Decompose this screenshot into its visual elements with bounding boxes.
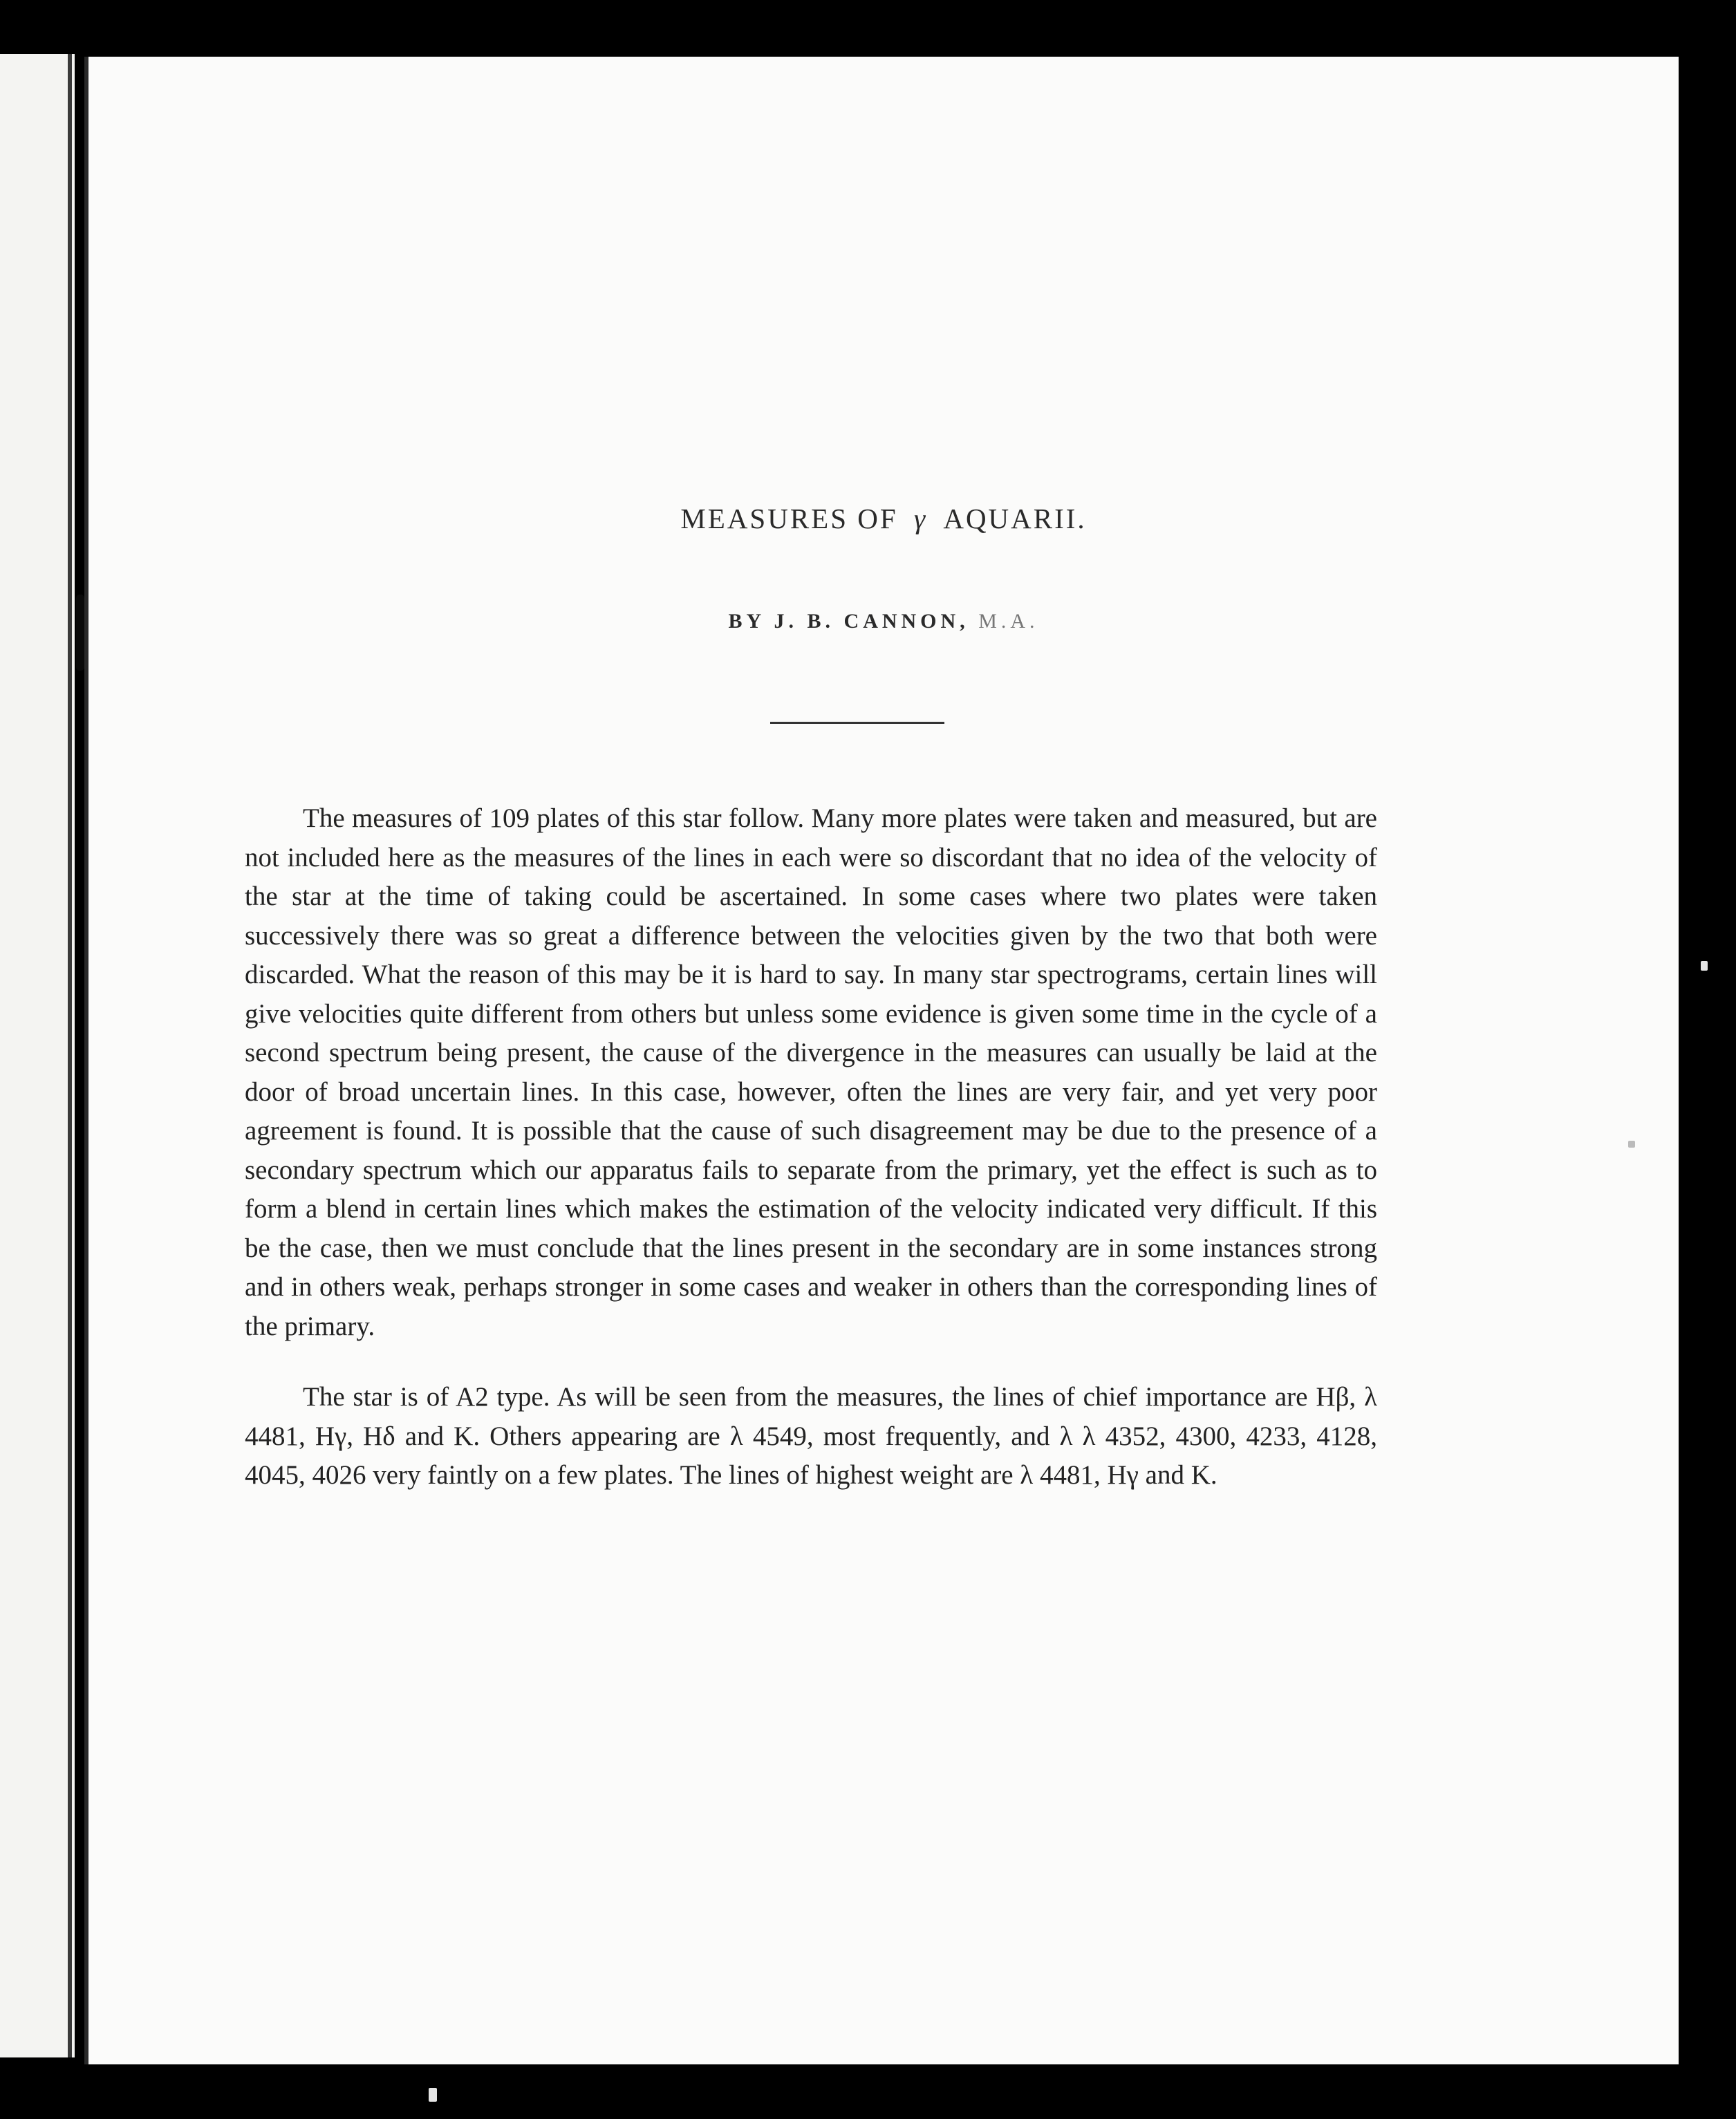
scan-speck [1701,961,1708,971]
title-post: AQUARII. [943,503,1087,534]
paragraph-1: The measures of 109 plates of this star follow. Many more plates were taken and measured, but are not included here as the measures of the lines in each were so discordant that no idea of the velocity of the star at the time of taking could be ascertained. In some cases where two plates were taken successively there was so great a difference between the velocities given by the two that both were discarded. What the reason of this may be it is hard to say. In many star spectrograms, certain lines will give velocities quite different from others but unless some evidence is given some time in the cycle of a second spectrum being present, the cause of the divergence in the measures can usually be laid at the door of broad uncertain lines. In this case, however, often the lines are very fair, and yet very poor agreement is found. It is possible that the cause of such disagreement may be due to the presence of a secondary spectrum which our apparatus fails to separate from the primary, yet the effect is such as to form a blend in certain lines which makes the estimation of the velocity indicated very difficult. If this be the case, then we must conclude that the lines present in the secondary are in some instances strong and in others weak, perhaps stronger in some cases and weaker in others than the corresponding lines of the primary. [245,803,1377,1341]
scan-speck [1628,1141,1635,1148]
author-degree: M.A. [978,610,1039,633]
body-text [245,799,1377,1495]
gutter-shadow [68,54,72,2057]
binding-mark [76,595,84,671]
title-greek-letter: γ [913,503,928,534]
title-pre: MEASURES OF [680,503,898,534]
page-title [88,502,1679,535]
scan-speck [429,2088,437,2102]
author-name: BY J. B. CANNON, [728,610,969,633]
author-byline [88,610,1679,633]
paragraph-2: The star is of A2 type. As will be seen from the measures, the lines of chief importance are Hβ, λ 4481, Hγ, Hδ and K. Others appearing are λ 4549, most frequently, and λ λ 4352, 4300, 4233, 4128, 4045, 4026 very faintly on a few plates. The lines of highest weight are λ 4481, Hγ and K. [245,1382,1377,1490]
section-divider [770,722,944,724]
facing-page-edge [0,54,75,2057]
